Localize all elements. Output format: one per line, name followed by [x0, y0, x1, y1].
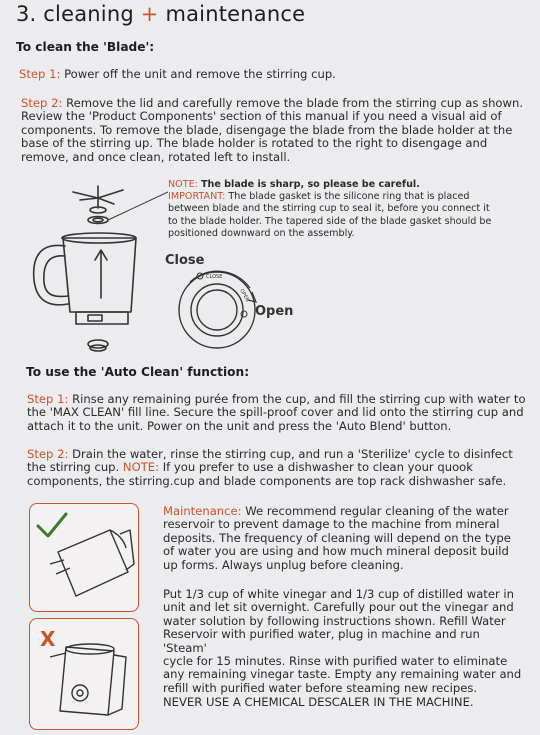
page-title: 3. cleaning + maintenance [16, 2, 306, 26]
correct-tilt-box [29, 503, 139, 612]
auto-clean-heading: To use the 'Auto Clean' function: [26, 365, 250, 379]
step-label: Step 1: [19, 67, 61, 81]
open-label: Open [255, 304, 294, 319]
close-label: Close [165, 253, 205, 268]
unlock-icon [241, 311, 247, 317]
step-label: Step 2: [27, 447, 69, 461]
x-mark-icon: X [40, 627, 56, 651]
dial-open-text: OPEN [238, 288, 251, 304]
blade-holder-dial [172, 262, 262, 352]
blade-step1: Step 1: Power off the unit and remove the stirring cup. [19, 67, 336, 81]
step-label: Step 2: [21, 96, 63, 110]
descale-instructions: Put 1/3 cup of white vinegar and 1/3 cup of distilled water in unit and let sit overnight. Carefully pour out the vinegar and water solution by following instructions shown. Refill Water Reservoir with purified water, plug in machine and run 'Steam' cycle for 15 minutes. Rinse with purified water to eliminate any remaining vinegar taste. Empty any remaining water and refill with purified water before steaming new recipes. [163, 587, 522, 695]
title-plus: + [140, 2, 159, 26]
descaler-warning: NEVER USE A CHEMICAL DESCALER IN THE MACHINE. [163, 695, 474, 709]
blade-step2: Step 2: Remove the lid and carefully remove the blade from the stirring cup as shown. Review the 'Product Components' section of this manual if you need a visual aid of components. To remove the blade, disengage the blade from the blade holder at the base of the stirring up. The blade holder is rotated to the right to disengage and remove, and once clean, rotated left to install. [21, 96, 524, 164]
check-icon [38, 514, 66, 536]
dial-close-text: CLOSE [206, 274, 223, 280]
stirring-cup-illustration [18, 180, 168, 360]
blade-heading: To clean the 'Blade': [16, 40, 155, 54]
incorrect-tilt-box [29, 618, 139, 730]
auto-clean-step2: Step 2: Drain the water, rinse the stirring cup, and run a 'Sterilize' cycle to disinfect the stirring cup. NOTE: If you prefer to use a dishwasher to clean your quook components, the stirring.cup and blade components are top rack dishwasher safe. [27, 447, 513, 488]
reservoir-tilt-illustration [30, 504, 138, 611]
blade-note: NOTE: The blade is sharp, so please be careful. IMPORTANT: The blade gasket is the silicone ring that is placed between blade and the stirring cup to seal it, before you connect it to the blade holder. The tapered side of the blade gasket should be positioned downward on the assembly. [168, 179, 492, 239]
maintenance-paragraph: Maintenance: We recommend regular cleaning of the water reservoir to prevent damage to the machine from mineral deposits. The frequency of cleaning will depend on the type of water you are using and how much mineral deposit build up forms. Always unplug before cleaning. [163, 504, 511, 572]
maintenance-label: Maintenance: [163, 504, 242, 518]
auto-clean-step1: Step 1: Rinse any remaining purée from the cup, and fill the stirring cup with water to the 'MAX CLEAN' fill line. Secure the spill-proof cover and lid onto the stirring cup and attach it to the unit. Power on the unit and press the 'Auto Blend' button. [27, 392, 526, 433]
step-label: Step 1: [27, 392, 69, 406]
